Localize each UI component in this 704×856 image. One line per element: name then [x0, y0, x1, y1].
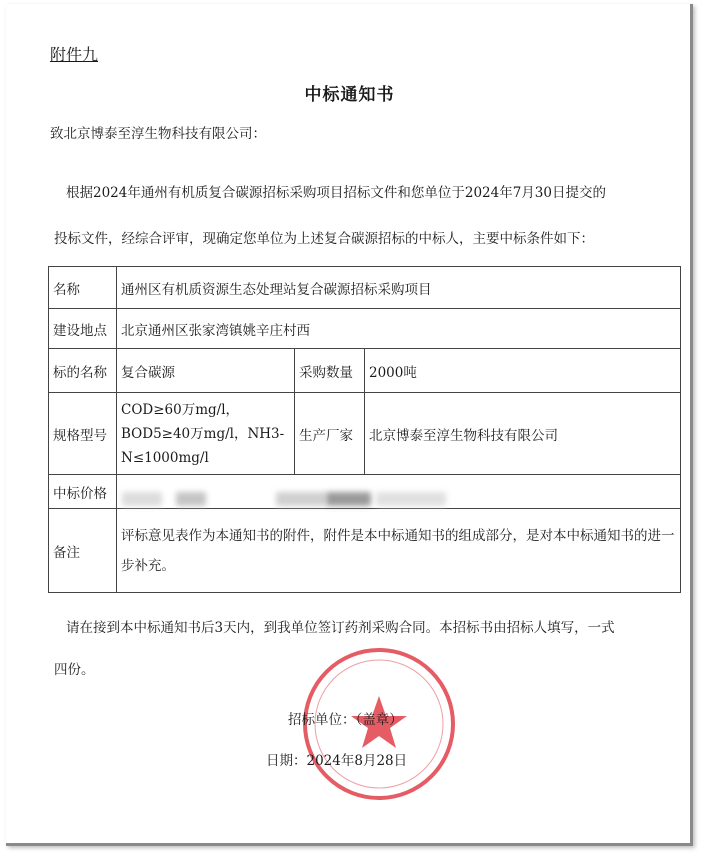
table-row — [49, 393, 681, 475]
redaction-blur — [122, 492, 162, 506]
remark-label: 备注 — [49, 509, 117, 593]
closing-line-2: 四份。 — [54, 662, 95, 678]
site-label: 建设地点 — [49, 309, 117, 349]
table-row — [49, 349, 681, 393]
document-title: 中标通知书 — [304, 85, 395, 105]
redaction-blur — [276, 492, 326, 506]
name-label: 名称 — [49, 267, 117, 309]
manufacturer-label: 生产厂家 — [295, 393, 365, 475]
recipient-line: 致北京博泰至淳生物科技有限公司： — [50, 126, 266, 142]
subject-label: 标的名称 — [49, 349, 117, 393]
subject-value: 复合碳源 — [117, 349, 295, 393]
table-row — [49, 309, 681, 349]
award-conditions-table — [48, 266, 681, 593]
redaction-blur — [176, 492, 206, 506]
intro-paragraph-line-2: 投标文件，经综合评审，现确定您单位为上述复合碳源招标的中标人，主要中标条件如下： — [54, 231, 594, 247]
manufacturer-value: 北京博泰至淳生物科技有限公司 — [365, 393, 681, 475]
spec-label: 规格型号 — [49, 393, 117, 475]
table-row — [49, 267, 681, 309]
document-page — [6, 4, 693, 846]
redaction-blur — [326, 492, 371, 506]
redaction-blur — [376, 492, 446, 506]
table-row — [49, 509, 681, 593]
quantity-label: 采购数量 — [295, 349, 365, 393]
annex-label: 附件九 — [50, 45, 99, 64]
signature-label: 招标单位：（盖章） — [288, 712, 403, 728]
site-value: 北京通州区张家湾镇姚辛庄村西 — [117, 309, 681, 349]
quantity-value: 2000吨 — [365, 349, 681, 393]
name-value: 通州区有机质资源生态处理站复合碳源招标采购项目 — [117, 267, 681, 309]
price-label: 中标价格 — [49, 475, 117, 509]
date-line: 日期：2024年8月28日 — [266, 753, 408, 769]
spec-value: COD≥60万mg/l，BOD5≥40万mg/l，NH3-N≤1000mg/l — [117, 393, 295, 475]
intro-paragraph-line-1: 根据2024年通州有机质复合碳源招标采购项目招标文件和您单位于2024年7月30日提交的 — [66, 185, 606, 201]
closing-line-1: 请在接到本中标通知书后3天内，到我单位签订药剂采购合同。本招标书由招标人填写，一式 — [66, 620, 615, 636]
remark-value: 评标意见表作为本通知书的附件，附件是本中标通知书的组成部分，是对本中标通知书的进一步补充。 — [117, 509, 681, 593]
